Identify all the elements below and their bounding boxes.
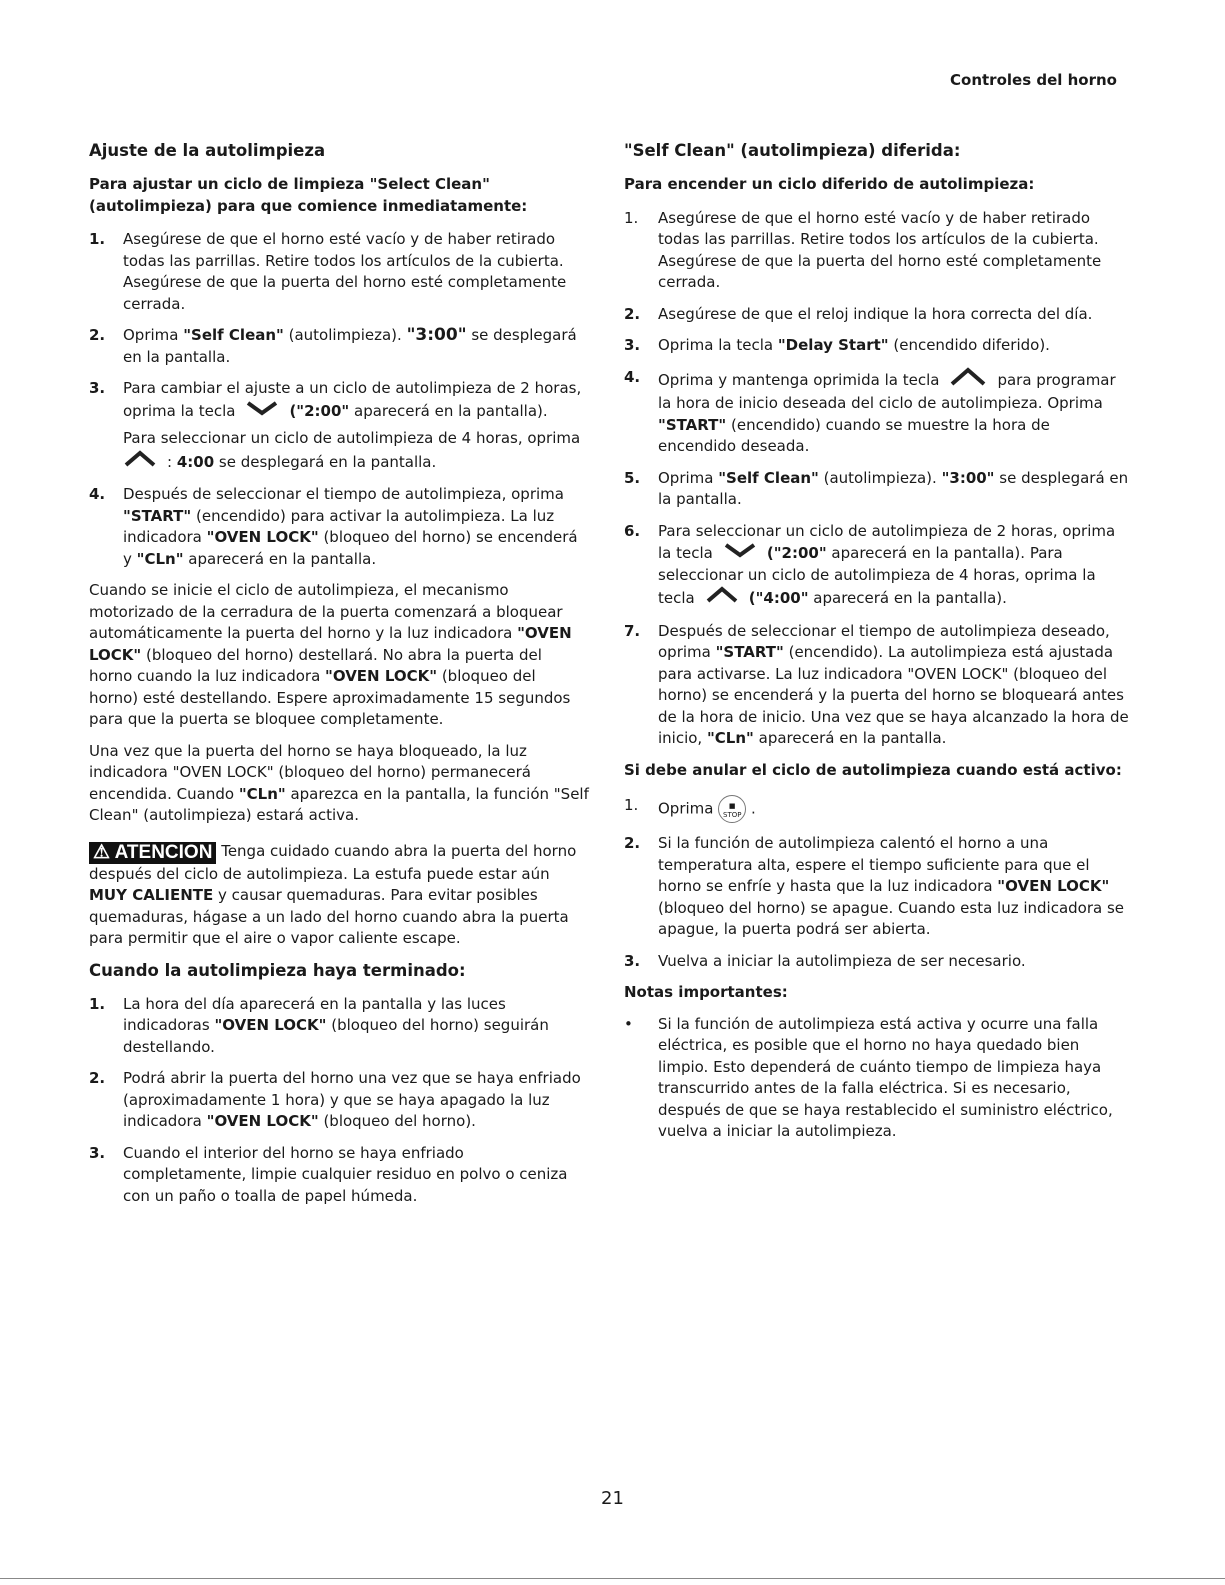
step-number: 5. <box>624 468 641 487</box>
step-text: . <box>746 799 756 818</box>
paragraph-text: aparezca en la pantalla, la función "Self Clean" (autolimpieza) estará activa. <box>89 784 589 824</box>
steps-list <box>624 795 1129 972</box>
step-number: 3. <box>624 951 641 970</box>
section-subheading: Para ajustar un ciclo de limpieza "Select Clean" (autolimpieza) para que comience inmediatamente: <box>89 175 528 215</box>
step-number: 3. <box>89 1143 106 1162</box>
step-text: (encendido) cuando se muestre la hora de encendido deseada. <box>658 415 1050 455</box>
step-number: 3. <box>624 336 641 354</box>
list-item <box>89 1143 589 1208</box>
step-text: Cuando el interior del horno se haya enfriado completamente, limpie cualquier residuo en polvo o ceniza con un paño o toalla de papel húmeda. <box>123 1143 568 1205</box>
step-text: para programar la hora de inicio deseada del ciclo de autolimpieza. Oprima <box>658 370 1116 412</box>
up-arrow-icon <box>949 367 987 394</box>
step-text: Si la función de autolimpieza calentó el horno a una temperatura alta, espere el tiempo suficiente para que el horno se enfríe y hasta que la luz indicadora <box>658 834 1090 895</box>
step-text: Oprima y mantenga oprimida la tecla <box>658 370 940 389</box>
step-text: (bloqueo del horno) se encenderá y <box>123 528 578 568</box>
bottom-divider <box>0 1578 1225 1579</box>
display-value: "3:00" <box>406 325 467 345</box>
display-value: ("4:00" <box>748 588 809 607</box>
page-number: 21 <box>601 1488 624 1509</box>
warning-label: ATENCION <box>114 841 213 863</box>
display-value: 4:00 <box>176 452 215 471</box>
list-item <box>624 621 1129 750</box>
key-label: "START" <box>123 506 192 525</box>
step-text: Oprima <box>658 799 719 818</box>
list-item <box>624 951 1129 973</box>
step-text: aparecerá en la pantalla). Para seleccionar un ciclo de autolimpieza de 4 horas, oprima la tecla <box>658 543 1096 607</box>
step-number: 6. <box>624 521 641 540</box>
step-text: Para cambiar el ajuste a un ciclo de autolimpieza de 2 horas, oprima la tecla <box>123 379 582 420</box>
step-text: Después de seleccionar el tiempo de autolimpieza, oprima <box>123 485 564 503</box>
section-heading: Ajuste de la autolimpieza <box>89 141 326 160</box>
step-text: Asegúrese de que el horno esté vacío y de haber retirado todas las parrillas. Retire todos los artículos de la cubierta. Asegúrese de que la puerta del horno esté completamente cerrada. <box>658 208 1102 291</box>
key-label: "OVEN LOCK" <box>325 667 438 685</box>
step-text: Vuelva a iniciar la autolimpieza de ser necesario. <box>658 951 1026 970</box>
list-item <box>89 325 589 368</box>
step-number: 1. <box>89 994 106 1013</box>
step-text: aparecerá en la pantalla. <box>183 549 377 568</box>
stop-button-icon: ■ STOP <box>718 795 746 823</box>
section-heading: Cuando la autolimpieza haya terminado: <box>89 960 466 980</box>
step-text: (bloqueo del horno) seguirán destellando. <box>123 1016 549 1056</box>
list-item <box>624 208 1129 294</box>
step-number: 4. <box>624 367 641 386</box>
list-item <box>624 1014 1129 1143</box>
step-text: aparecerá en la pantalla). <box>808 588 1007 607</box>
step-text: (bloqueo del horno). <box>318 1112 476 1130</box>
step-text: Para seleccionar un ciclo de autolimpieza de 4 horas, oprima <box>123 429 581 447</box>
right-column <box>624 140 1129 1153</box>
step-number: 7. <box>624 621 641 640</box>
list-item <box>624 833 1129 941</box>
list-item <box>89 994 589 1059</box>
key-label: "Self Clean" <box>718 468 819 487</box>
steps-list <box>89 994 589 1208</box>
key-label: "Self Clean" <box>183 326 284 344</box>
down-arrow-icon <box>245 400 279 423</box>
section-subheading: Para encender un ciclo diferido de autolimpieza: <box>624 175 1035 193</box>
step-text: aparecerá en la pantalla. <box>753 729 947 747</box>
step-text: Oprima <box>658 468 719 487</box>
step-number: 1. <box>624 796 639 814</box>
display-value: "CLn" <box>706 729 754 747</box>
paragraph-text: (bloqueo del horno) destellará. No abra la puerta del horno cuando la luz indicadora <box>89 645 542 685</box>
list-item <box>89 1068 589 1133</box>
section-subheading: Notas importantes: <box>624 983 788 1001</box>
list-item <box>89 378 589 474</box>
list-item <box>624 367 1129 458</box>
key-label: "Delay Start" <box>777 336 889 354</box>
key-label: "START" <box>658 415 727 434</box>
warning-paragraph <box>89 841 589 950</box>
steps-list <box>624 208 1129 750</box>
paragraph-text: Tenga cuidado cuando abra la puerta del horno después del ciclo de autolimpieza. La estufa puede estar aún <box>89 841 577 883</box>
step-text: Para seleccionar un ciclo de autolimpieza de 2 horas, oprima la tecla <box>658 521 1116 562</box>
left-column <box>89 140 589 1217</box>
body-paragraph <box>89 741 589 827</box>
stop-label: STOP <box>723 811 742 819</box>
warning-triangle-icon: ⚠ <box>93 841 111 863</box>
step-text: (encendido) para activar la autolimpieza. La luz indicadora <box>123 506 555 546</box>
page-header-title: Controles del horno <box>950 71 1117 89</box>
step-number: 3. <box>89 379 106 397</box>
step-number: 2. <box>89 326 106 344</box>
step-text: La hora del día aparecerá en la pantalla y las luces indicadoras <box>123 994 506 1034</box>
step-text: (encendido). La autolimpieza está ajustada para activarse. La luz indicadora "OVEN LOCK" (bloqueo del horno) se encenderá y la puerta del horno se bloqueará antes de la hora de inicio. Una vez que se haya alcanzado la hora de inicio, <box>658 643 1129 747</box>
display-value: "3:00" <box>941 468 995 487</box>
list-item <box>624 304 1129 326</box>
down-arrow-icon <box>723 542 757 565</box>
step-paragraph <box>123 428 589 474</box>
step-text: se desplegará en la pantalla. <box>658 468 1129 508</box>
key-label: "OVEN LOCK" <box>997 877 1110 895</box>
key-label: "OVEN LOCK" <box>214 1016 327 1034</box>
list-item <box>624 335 1129 357</box>
paragraph-text: Una vez que la puerta del horno se haya bloqueado, la luz indicadora "OVEN LOCK" (bloqueo del horno) permanecerá encendida. Cuando <box>89 741 531 803</box>
step-text: se desplegará en la pantalla. <box>123 326 577 366</box>
step-text: : <box>167 452 177 471</box>
bullet-icon: • <box>624 1014 633 1033</box>
list-item <box>624 521 1129 611</box>
notes-list <box>624 1014 1129 1143</box>
list-item <box>89 229 589 315</box>
step-number: 2. <box>89 1069 106 1087</box>
step-number: 2. <box>624 834 641 852</box>
step-text: Asegúrese de que el reloj indique la hora correcta del día. <box>658 304 1093 323</box>
body-paragraph <box>89 580 589 731</box>
step-number: 4. <box>89 485 106 503</box>
key-label: "OVEN LOCK" <box>206 528 319 546</box>
step-text: Después de seleccionar el tiempo de autolimpieza deseado, oprima <box>658 621 1110 661</box>
step-text: Podrá abrir la puerta del horno una vez que se haya enfriado (aproximadamente 1 hora) y que se haya apagado la luz indicadora <box>123 1069 581 1130</box>
step-text: Oprima la tecla <box>658 336 778 354</box>
step-text: (autolimpieza). <box>283 326 407 344</box>
display-value: "CLn" <box>238 784 286 803</box>
paragraph-text: (bloqueo del horno) esté destellando. Espere aproximadamente 15 segundos para que la puerta se bloquee completamente. <box>89 667 571 728</box>
up-arrow-icon <box>705 586 739 611</box>
step-number: 1. <box>624 208 639 227</box>
display-value: ("2:00" <box>289 401 350 420</box>
key-label: "START" <box>715 643 784 661</box>
step-text: Oprima <box>123 326 184 344</box>
step-text: (bloqueo del horno) se apague. Cuando esta luz indicadora se apague, la puerta podrá ser abierta. <box>658 898 1125 938</box>
paragraph-text: Cuando se inicie el ciclo de autolimpieza, el mecanismo motorizado de la cerradura de la puerta comenzará a bloquear automáticamente la puerta del horno y la luz indicadora <box>89 581 563 642</box>
steps-list <box>89 229 589 570</box>
emphasis-text: MUY CALIENTE <box>89 886 214 904</box>
section-heading: "Self Clean" (autolimpieza) diferida: <box>624 141 961 160</box>
step-text: (autolimpieza). <box>818 468 942 487</box>
display-value: "CLn" <box>136 549 184 568</box>
step-text: aparecerá en la pantalla). <box>349 401 548 420</box>
paragraph-text: y causar quemaduras. Para evitar posibles quemaduras, hágase a un lado del horno cuando abra la puerta para permitir que el aire o vapor caliente escape. <box>89 886 569 947</box>
list-item <box>624 468 1129 511</box>
step-text: (encendido diferido). <box>888 336 1050 354</box>
step-text: se desplegará en la pantalla. <box>214 452 437 471</box>
key-label: "OVEN LOCK" <box>89 624 572 664</box>
note-text: Si la función de autolimpieza está activa y ocurre una falla eléctrica, es posible que el horno no haya quedado bien limpio. Esto dependerá de cuánto tiempo de limpieza haya transcurrido antes de la falla eléctrica. Si es necesario, después de que se haya restablecido el suministro eléctrico, vuelva a iniciar la autolimpieza. <box>658 1014 1113 1140</box>
display-value: ("2:00" <box>766 543 827 562</box>
step-text: Asegúrese de que el horno esté vacío y de haber retirado todas las parrillas. Retire todos los artículos de la cubierta. Asegúrese de que la puerta del horno esté completamente cerrada. <box>123 230 567 313</box>
warning-badge <box>89 842 216 864</box>
list-item <box>624 795 1129 823</box>
list-item <box>89 484 589 570</box>
up-arrow-icon <box>123 450 157 475</box>
step-number: 2. <box>624 304 641 323</box>
key-label: "OVEN LOCK" <box>206 1112 319 1130</box>
section-subheading: Si debe anular el ciclo de autolimpieza cuando está activo: <box>624 760 1122 779</box>
step-number: 1. <box>89 230 106 248</box>
